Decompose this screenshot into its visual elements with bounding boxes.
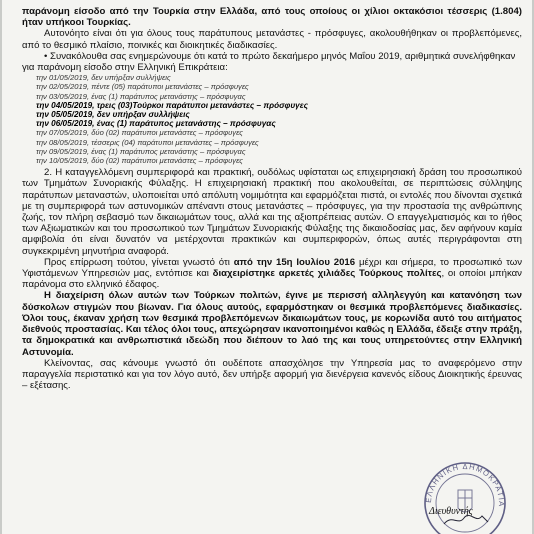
bullet-paragraph: • Συνακόλουθα σας ενημερώνουμε ότι κατά το πρώτο δεκαήμερο μηνός Μαΐου 2019, αριθμητικά συνελήφθηκαν για παράνομη είσοδο στην Ελληνική Επικράτεια:: [22, 50, 516, 74]
list-item: την 06/05/2019, ένας (1) παράτυπος μετανάστης – πρόσφυγας: [36, 119, 276, 129]
section-3-date: από την 15η Ιουλίου 2016: [233, 256, 356, 268]
section-3-post: , οι οποίοι μπήκαν παράνομα στο ελληνικό έδαφος.: [22, 268, 522, 291]
handwritten-signature: [442, 512, 492, 528]
document-page: [2, 0, 532, 534]
section-2-paragraph: 2. Η καταγγελλόμενη συμπεριφορά και πρακτική, ουδόλως υφίσταται ως επιχειρησιακή δράση του προσωπικού των Τμημάτων Συνοριακής Φύλαξης. Η επιχειρησιακή πρακτική που ακολουθείται, σε περιπτώσεις σύλληψης παράτυπων μεταναστών, υλοποιείται υπό απόλυτη νομιμότητα και εφαρμόζεται πιστά, οι εντολές που δίνονται σχετικά με τη συμπεριφορά των αστυνομικών απέναντι στους μετανάστες – πρόσφυγες, για την προστασία της ανθρώπινης ζωής, τον πλήρη σεβασμό των δικαιωμάτων τους, αλλά και της αξιοπρέπειας αυτών. Ο επαγγελματισμός και το ήθος των Αξιωματικών και του προσωπικού των Τμημάτων Συνοριακής Φύλαξης της δικαιοδοσίας μας, δεν αφήνουν καμία αμφιβολία ότι είναι δυνατόν να μετέρχονται πρακτικών και συμπεριφορών, όπως αυτές περιγράφονται στη συγκεκριμένη μηνυτήρια αναφορά.: [22, 167, 522, 257]
list-item: την 02/05/2019, πέντε (05) παράτυποι μετανάστες – πρόσφυγες: [36, 82, 249, 92]
section-3-mid: μέχρι και σήμερα, το προσωπικό των Υφιστάμενων Υπηρεσιών μας, εντόπισε και: [22, 256, 523, 280]
section-4-paragraph: Η διαχείριση όλων αυτών των Τούρκων πολιτών, έγινε με περισσή αλληλεγγύη και κατανόηση των δύσκολων στιγμών που βίωναν. Για όλους αυτούς, εφαρμόστηκαν οι θεσμικά προβλεπόμενες διαδικασίες. Όλοι τους, έκαναν χρήση των θεσμικά προβλεπόμενων δικαιωμάτων τους, με κορωνίδα αυτό του αιτήματος διεθνούς προστασίας. Και τέλος όλοι τους, απεχώρησαν ικανοποιημένοι καθώς η Ελλάδα, έδειξε στην πράξη, τα δημοκρατικά και ανθρωπιστικά ιδεώδη που διέπουν το λαό της και τους υπηρετούντες στην Ελληνική Αστυνομία.: [22, 290, 522, 358]
intro-paragraph: Αυτονόητο είναι ότι για όλους τους παράτυπους μετανάστες - πρόσφυγες, ακολουθήθηκαν οι προβλεπόμενες, από το θεσμικό πλαίσιο, ποινικές και διοικητικές διαδικασίες.: [22, 28, 522, 51]
document-body: [22, 6, 522, 391]
closing-paragraph: Κλείνοντας, σας κάνουμε γνωστό ότι ουδέποτε απασχόλησε την Υπηρεσία μας το αναφερόμενο στην παραγγελία περιστατικό και για τον λόγο αυτό, δεν υπήρξε αφορμή για διενέργεια κανενός είδους Διοικητικής έρευνας – εξέτασης.: [22, 357, 522, 392]
list-item: την 04/05/2019, τρεις (03)Τούρκοι παράτυποι μετανάστες – πρόσφυγες: [36, 100, 308, 110]
intro-line: παράνομη είσοδο από την Τουρκία στην Ελλάδα, από τους οποίους οι χίλιοι οκτακόσιοι τέσσερις (1.804) ήταν υπήκοοι Τουρκίας.: [22, 6, 522, 29]
list-item: την 05/05/2019, δεν υπήρξαν συλλήψεις: [36, 110, 190, 120]
list-item: την 08/05/2019, τέσσερις (04) παράτυποι μετανάστες – πρόσφυγες: [36, 137, 259, 147]
daily-arrests-list: [22, 73, 522, 165]
section-3-pre: Προς επίρρωση τούτου, γίνεται γνωστό ότι: [44, 256, 234, 268]
list-item: την 01/05/2019, δεν υπήρξαν συλλήψεις: [36, 73, 171, 83]
list-item: την 10/05/2019, δύο (02) παράτυποι μετανάστες – πρόσφυγες: [36, 156, 243, 166]
section-3-highlight: διαχειρίστηκε αρκετές χιλιάδες Τούρκους πολίτες: [212, 268, 442, 280]
list-item: την 07/05/2019, δύο (02) παράτυποι μετανάστες – πρόσφυγες: [36, 128, 243, 138]
signatory-title: Διευθυντής: [429, 506, 473, 517]
list-item: την 09/05/2019, ένας (1) παράτυπος μετανάστης – πρόσφυγας: [36, 146, 246, 156]
list-item: την 03/05/2019, ένας (1) παράτυπος μετανάστης – πρόσφυγας: [36, 91, 246, 101]
seal-ring-text: ΕΛΛΗΝΙΚΗ ΔΗΜΟΚΡΑΤΙΑ: [423, 461, 507, 508]
section-3-paragraph: [22, 257, 522, 291]
